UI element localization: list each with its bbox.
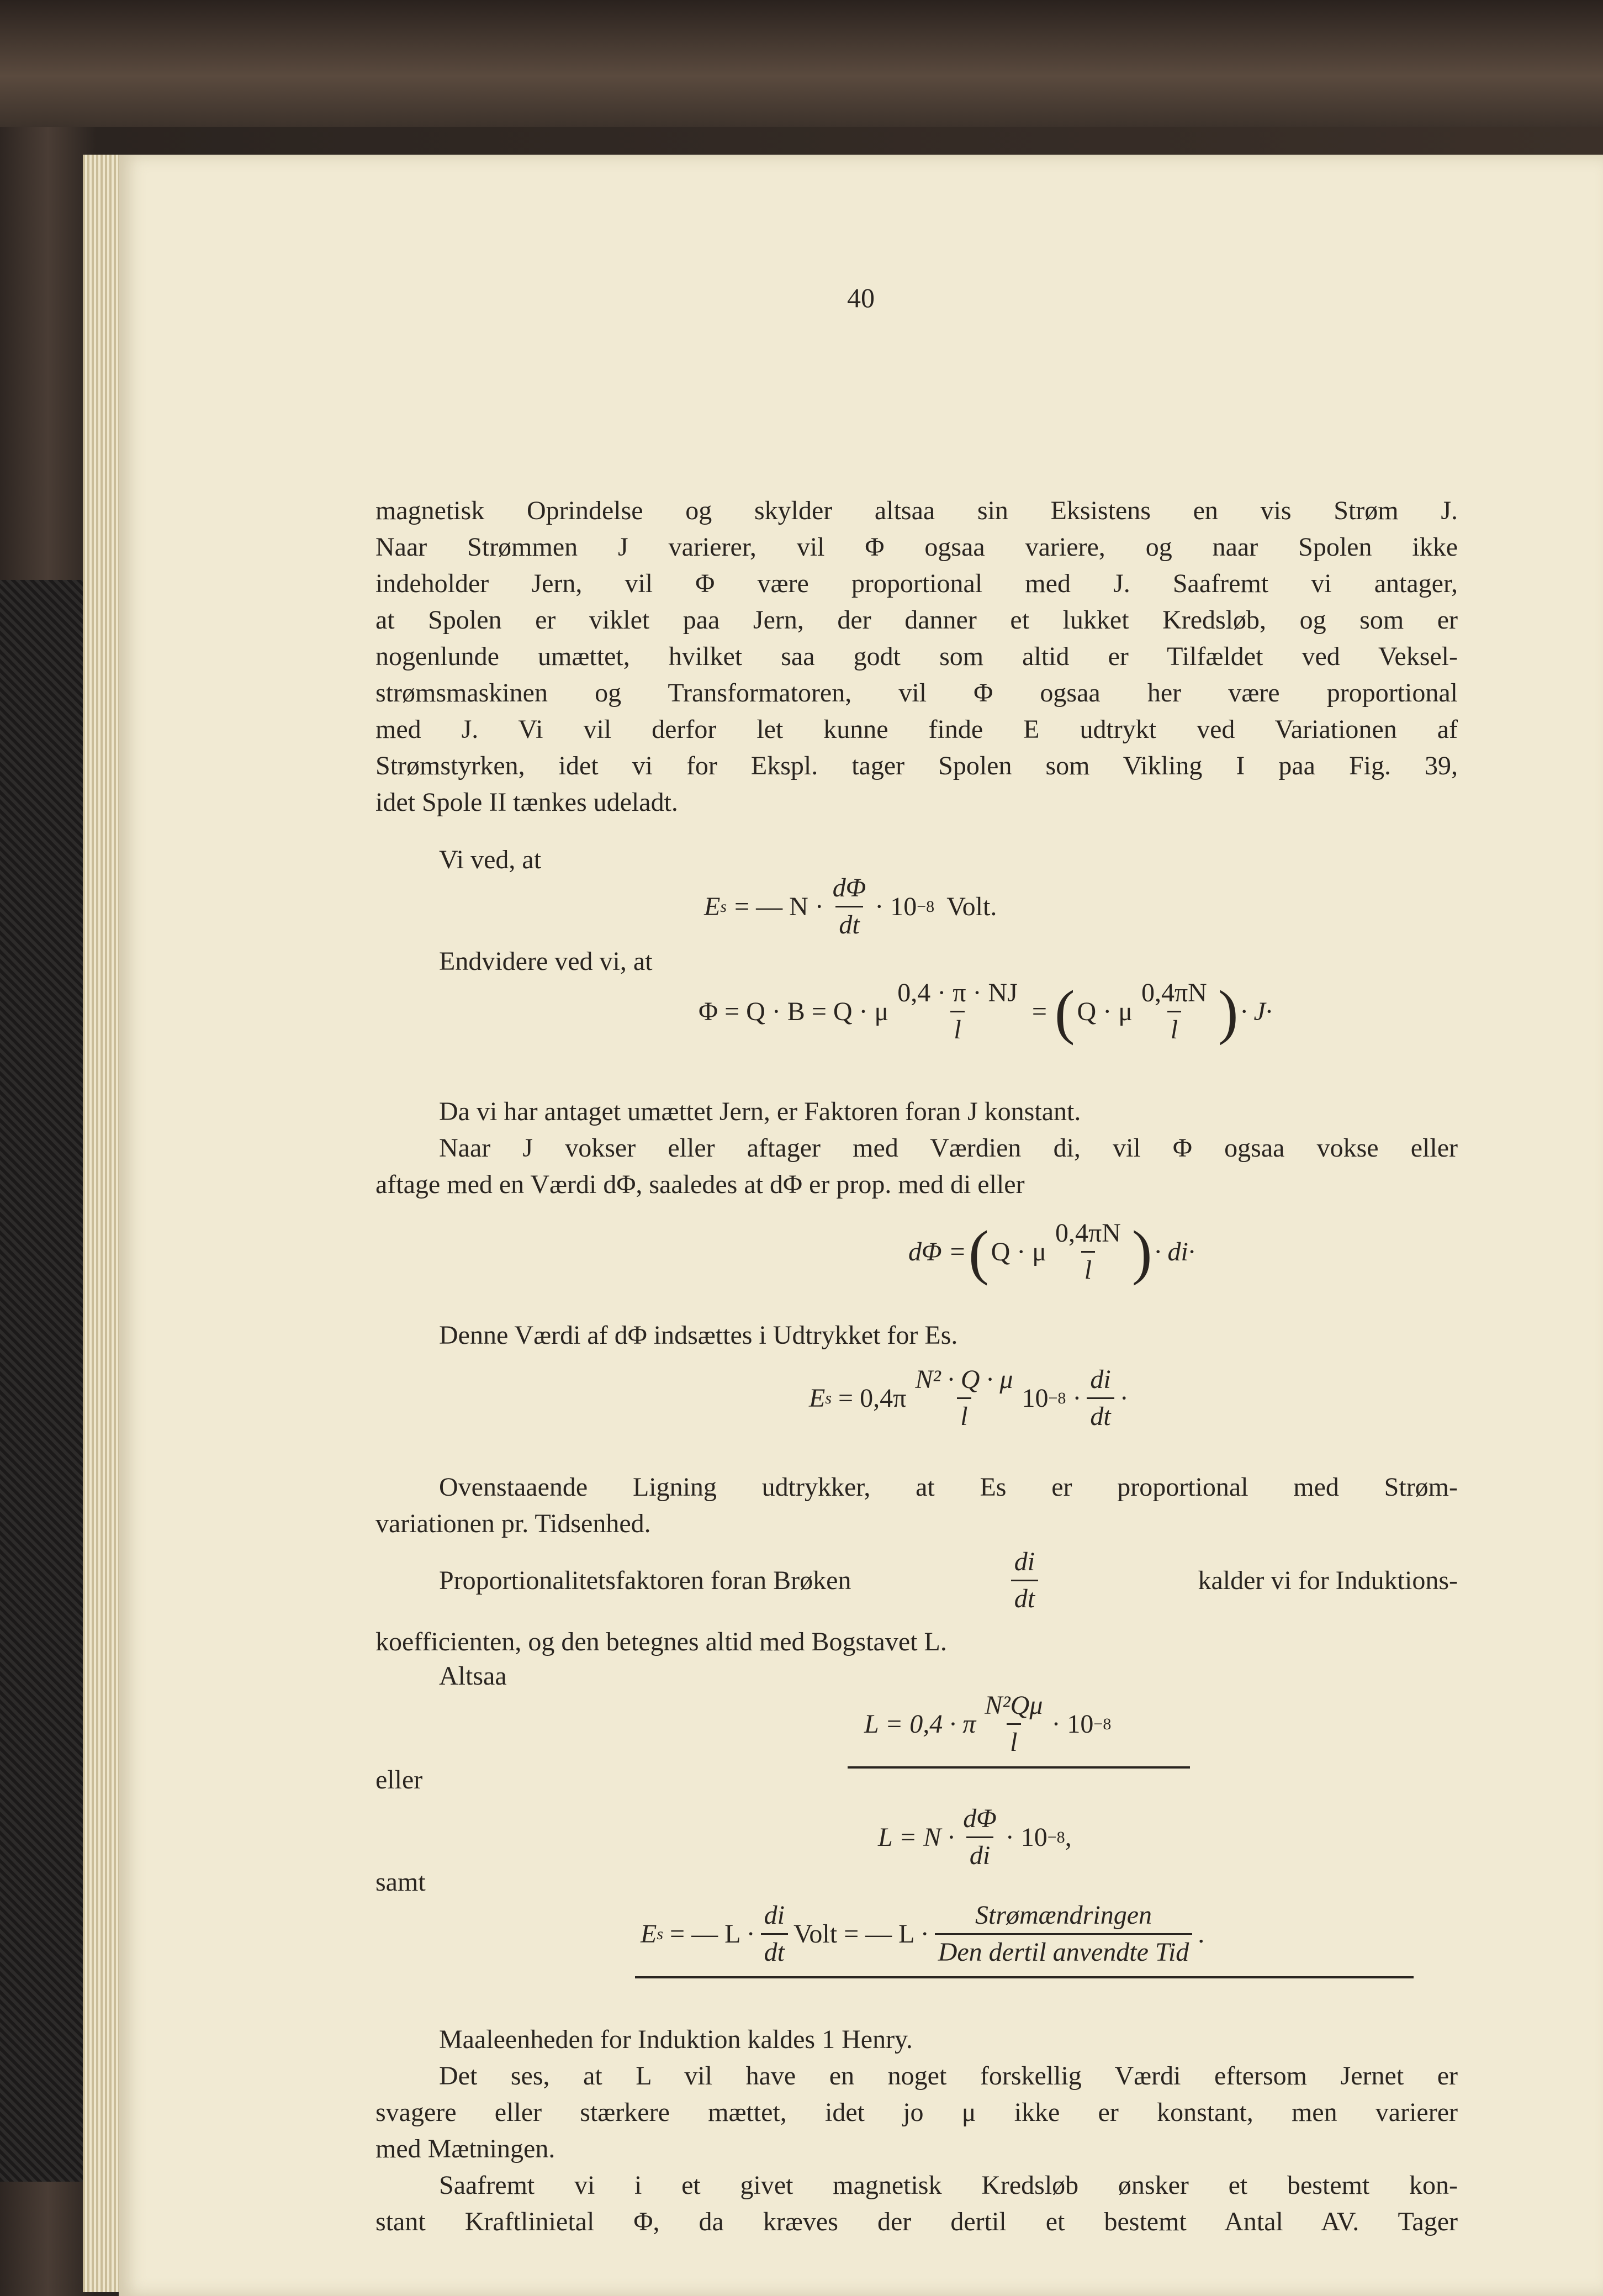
equation-2 bbox=[699, 978, 1272, 1046]
equation-1 bbox=[704, 873, 997, 941]
text-line: variationen pr. Tidsenhed. bbox=[375, 1509, 651, 1538]
page-content bbox=[119, 155, 1603, 2296]
eq7-num: di bbox=[764, 1901, 785, 1930]
eq7-mid2: Volt = — L · bbox=[793, 1919, 929, 1949]
text-line: Naar J vokser eller aftager med Værdien di, vil Φ ogsaa vokse eller bbox=[439, 1133, 1458, 1163]
eq2-eqsign: = bbox=[1031, 997, 1047, 1026]
equation-5 bbox=[864, 1690, 1111, 1758]
eq2-fraction-2 bbox=[1138, 978, 1210, 1046]
equation-7 bbox=[641, 1900, 1204, 1968]
eq7-den2: Den dertil anvendte Tid bbox=[935, 1933, 1193, 1968]
eq7-tail: . bbox=[1198, 1919, 1205, 1949]
text-altsaa: Altsaa bbox=[439, 1661, 507, 1691]
equation-4 bbox=[809, 1364, 1129, 1432]
eq5-fraction bbox=[981, 1690, 1046, 1758]
text-line: Da vi har antaget umættet Jern, er Faktoren foran J konstant. bbox=[439, 1097, 1081, 1126]
eq3-num: 0,4πN bbox=[1055, 1218, 1121, 1248]
right-paren-icon: ) bbox=[1131, 1218, 1152, 1286]
equation-7-underline bbox=[635, 1976, 1414, 1978]
eq1-den: dt bbox=[835, 906, 863, 941]
eq1-lhs-sub: s bbox=[720, 897, 727, 916]
text-endvidere: Endvidere ved vi, at bbox=[439, 947, 653, 976]
paragraph-3 bbox=[375, 1469, 1458, 1542]
eq4-pow-sup: −8 bbox=[1048, 1389, 1066, 1407]
text-line: Strømstyrken, idet vi for Ekspl. tager Spolen som Vikling I paa Fig. 39, bbox=[375, 751, 1458, 780]
eq6-tail: , bbox=[1065, 1823, 1072, 1852]
eq2-fraction-1 bbox=[894, 978, 1021, 1046]
eq4-tail: · bbox=[1119, 1384, 1129, 1413]
eq1-rhs-sup: −8 bbox=[917, 897, 935, 916]
text-line: at Spolen er viklet paa Jern, der danner et lukket Kredsløb, og som er bbox=[375, 605, 1458, 635]
right-paren-icon: ) bbox=[1218, 978, 1239, 1046]
text-line: Det ses, at L vil have en noget forskellig Værdi eftersom Jernet er bbox=[439, 2061, 1458, 2091]
eq4-num: N² · Q · μ bbox=[915, 1365, 1013, 1394]
paragraph-1 bbox=[375, 493, 1458, 821]
text-line: med Mætningen. bbox=[375, 2134, 556, 2163]
eq7-mid: = — L · bbox=[670, 1919, 755, 1949]
text-line: Ovenstaaende Ligning udtrykker, at Es er proportional med Strøm- bbox=[439, 1472, 1458, 1502]
inline-num: di bbox=[1014, 1547, 1035, 1576]
eq2-den1: l bbox=[950, 1011, 964, 1046]
equation-6 bbox=[878, 1803, 1072, 1871]
eq1-fraction bbox=[829, 873, 870, 941]
eq4-num2: di bbox=[1090, 1365, 1111, 1394]
eq6-num: dΦ bbox=[963, 1804, 997, 1833]
eq7-lhs: E bbox=[641, 1919, 657, 1949]
eq2-part1: Φ = Q · B = Q · μ bbox=[699, 997, 889, 1026]
eq6-rhs-sup: −8 bbox=[1047, 1828, 1065, 1846]
book-spine-cloth bbox=[0, 580, 88, 2182]
text-line: idet Spole II tænkes udeladt. bbox=[375, 788, 678, 817]
text-line: Saafremt vi i et givet magnetisk Kredsløb ønsker et bestemt kon- bbox=[439, 2171, 1458, 2200]
eq2-inner: Q · μ bbox=[1077, 997, 1133, 1026]
eq4-den2: dt bbox=[1087, 1397, 1114, 1432]
eq3-fraction bbox=[1052, 1218, 1124, 1286]
left-paren-icon: ( bbox=[1054, 978, 1075, 1046]
text-eller: eller bbox=[375, 1765, 423, 1794]
page-number: 40 bbox=[847, 282, 875, 313]
proportionality-line bbox=[439, 1546, 1458, 1614]
eq1-lhs: E bbox=[704, 892, 721, 921]
eq7-fraction-2 bbox=[935, 1900, 1193, 1968]
eq5-den: l bbox=[1007, 1723, 1020, 1758]
page-edges bbox=[83, 155, 121, 2292]
eq4-pow: 10 bbox=[1022, 1384, 1049, 1413]
eq6-rhs: · 10 bbox=[1005, 1823, 1047, 1852]
eq6-den: di bbox=[966, 1836, 993, 1871]
eq4-fraction-2 bbox=[1087, 1364, 1114, 1432]
eq4-lhs-sub: s bbox=[825, 1389, 832, 1407]
text-line: aftage med en Værdi dΦ, saaledes at dΦ er prop. med di eller bbox=[375, 1170, 1025, 1199]
eq2-den2: l bbox=[1167, 1011, 1181, 1046]
text-line: magnetisk Oprindelse og skylder altsaa sin Eksistens en vis Strøm J. bbox=[375, 496, 1458, 525]
book-cover-top bbox=[0, 0, 1603, 127]
eq2-num2: 0,4πN bbox=[1141, 978, 1207, 1007]
inline-den: dt bbox=[1011, 1580, 1038, 1614]
eq5-lhs: L = 0,4 · π bbox=[864, 1709, 976, 1739]
eq4-lhs: E bbox=[809, 1384, 826, 1413]
eq2-tail: · J· bbox=[1240, 997, 1272, 1026]
text-prop-line2: koefficienten, og den betegnes altid med Bogstavet L. bbox=[375, 1627, 947, 1656]
eq4-den: l bbox=[957, 1397, 971, 1432]
eq4-fraction-1 bbox=[912, 1364, 1016, 1432]
text-denne: Denne Værdi af dΦ indsættes i Udtrykket for Es. bbox=[439, 1321, 958, 1350]
text-line: Maaleenheden for Induktion kaldes 1 Henry. bbox=[439, 2025, 913, 2054]
prop-after: kalder vi for Induktions- bbox=[1198, 1566, 1458, 1595]
eq1-unit: Volt. bbox=[946, 892, 997, 921]
eq1-mid: = — N · bbox=[734, 892, 824, 921]
text-line: Naar Strømmen J varierer, vil Φ ogsaa variere, og naar Spolen ikke bbox=[375, 532, 1458, 562]
prop-before: Proportionalitetsfaktoren foran Brøken bbox=[439, 1566, 851, 1595]
text-line: svagere eller stærkere mættet, idet jo μ ikke er konstant, men varierer bbox=[375, 2098, 1458, 2127]
book-page bbox=[119, 155, 1603, 2296]
eq7-num2: Strømændringen bbox=[975, 1901, 1152, 1930]
eq5-rhs: · 10 bbox=[1051, 1709, 1094, 1739]
eq7-lhs-sub: s bbox=[657, 1924, 664, 1943]
eq4-mid: = 0,4π bbox=[838, 1384, 907, 1413]
eq1-num: dΦ bbox=[832, 873, 866, 902]
eq4-dot: · bbox=[1072, 1384, 1082, 1413]
eq7-fraction-1 bbox=[761, 1900, 788, 1968]
eq6-fraction bbox=[960, 1803, 1000, 1871]
eq3-inner: Q · μ bbox=[991, 1237, 1046, 1266]
paragraph-2 bbox=[375, 1094, 1458, 1203]
eq5-rhs-sup: −8 bbox=[1093, 1714, 1112, 1733]
eq6-lhs: L = N · bbox=[878, 1823, 955, 1852]
eq7-den: dt bbox=[761, 1933, 788, 1968]
eq3-den: l bbox=[1081, 1251, 1095, 1286]
text-line: nogenlunde umættet, hvilket saa godt som altid er Tilfældet ved Veksel- bbox=[375, 642, 1458, 671]
eq1-rhs: · 10 bbox=[875, 892, 917, 921]
eq2-num1: 0,4 · π · NJ bbox=[897, 978, 1018, 1007]
text-line: med J. Vi vil derfor let kunne finde E udtrykt ved Variationen af bbox=[375, 715, 1458, 744]
eq3-tail: · di· bbox=[1154, 1237, 1195, 1266]
left-paren-icon: ( bbox=[968, 1218, 989, 1286]
equation-3 bbox=[908, 1218, 1195, 1286]
text-samt: samt bbox=[375, 1867, 426, 1897]
eq3-lhs: dΦ = bbox=[908, 1237, 966, 1266]
paragraph-4 bbox=[375, 2021, 1458, 2240]
text-line: indeholder Jern, vil Φ være proportional med J. Saafremt vi antager, bbox=[375, 569, 1458, 598]
inline-fraction bbox=[1011, 1546, 1038, 1614]
eq5-num: N²Qμ bbox=[985, 1691, 1043, 1720]
equation-5-underline bbox=[848, 1766, 1190, 1769]
text-line: strømsmaskinen og Transformatoren, vil Φ ogsaa her være proportional bbox=[375, 678, 1458, 708]
text-line: stant Kraftlinietal Φ, da kræves der dertil et bestemt Antal AV. Tager bbox=[375, 2207, 1458, 2236]
text-vi-ved: Vi ved, at bbox=[439, 845, 542, 874]
